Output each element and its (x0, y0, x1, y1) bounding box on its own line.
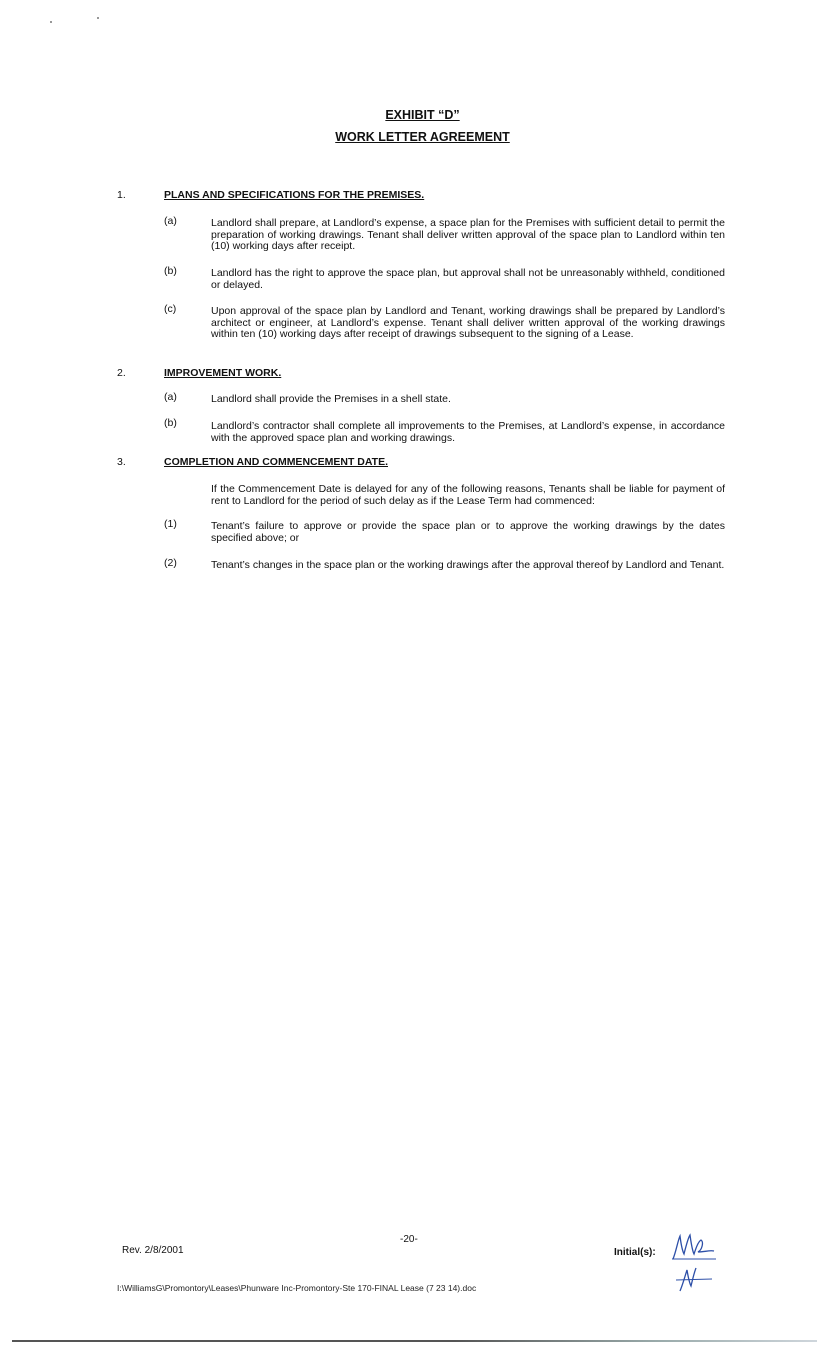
section-number: 3. (117, 456, 126, 468)
section-intro: If the Commencement Date is delayed for any of the following reasons, Tenants shall be liable for payment of rent to Landlord for the period of such delay as if the Lease Term had commenced: (211, 483, 725, 507)
section-title: PLANS AND SPECIFICATIONS FOR THE PREMISES. (164, 189, 425, 201)
revision-date: Rev. 2/8/2001 (122, 1245, 184, 1256)
section-title: COMPLETION AND COMMENCEMENT DATE. (164, 456, 388, 468)
exhibit-heading: EXHIBIT “D” (385, 108, 460, 122)
item-label: (2) (164, 557, 177, 569)
file-path: I:\WilliamsG\Promontory\Leases\Phunware Inc-Promontory-Ste 170-FINAL Lease (7 23 14).doc (117, 1283, 477, 1293)
initials-signature (668, 1232, 718, 1262)
page-number: -20- (400, 1234, 418, 1245)
section-number: 1. (117, 189, 126, 201)
scan-speck (50, 21, 52, 23)
item-text: Landlord’s contractor shall complete all improvements to the Premises, at Landlord’s expense, in accordance with the approved space plan and working drawings. (211, 420, 725, 444)
second-initials-signature (674, 1266, 714, 1294)
initials-label: Initial(s): (614, 1247, 656, 1258)
item-label: (1) (164, 518, 177, 530)
item-label: (a) (164, 215, 177, 227)
item-label: (b) (164, 265, 177, 277)
item-text: Tenant’s failure to approve or provide the space plan or to approve the working drawings by the dates specified above; or (211, 520, 725, 544)
scan-speck (97, 17, 99, 19)
item-label: (b) (164, 417, 177, 429)
item-text: Landlord shall prepare, at Landlord’s expense, a space plan for the Premises with sufficient detail to permit the preparation of working drawings. Tenant shall deliver written approval of the space plan to Landlord within ten (10) working days after receipt. (211, 217, 725, 252)
item-text: Upon approval of the space plan by Landlord and Tenant, working drawings shall be prepared by Landlord’s architect or engineer, at Landlord’s expense. Tenant shall deliver written approval of the working drawings within ten (10) working days after receipt of drawings subsequent to the signing of a Lease. (211, 305, 725, 340)
section-title: IMPROVEMENT WORK. (164, 367, 282, 379)
item-text: Landlord has the right to approve the space plan, but approval shall not be unreasonably withheld, conditioned or delayed. (211, 267, 725, 291)
item-text: Tenant’s changes in the space plan or the working drawings after the approval thereof by Landlord and Tenant. (211, 559, 725, 571)
agreement-title: WORK LETTER AGREEMENT (335, 130, 510, 144)
section-number: 2. (117, 367, 126, 379)
item-text: Landlord shall provide the Premises in a shell state. (211, 393, 451, 405)
item-label: (a) (164, 391, 177, 403)
scan-edge-rule (12, 1340, 817, 1342)
item-label: (c) (164, 303, 177, 315)
